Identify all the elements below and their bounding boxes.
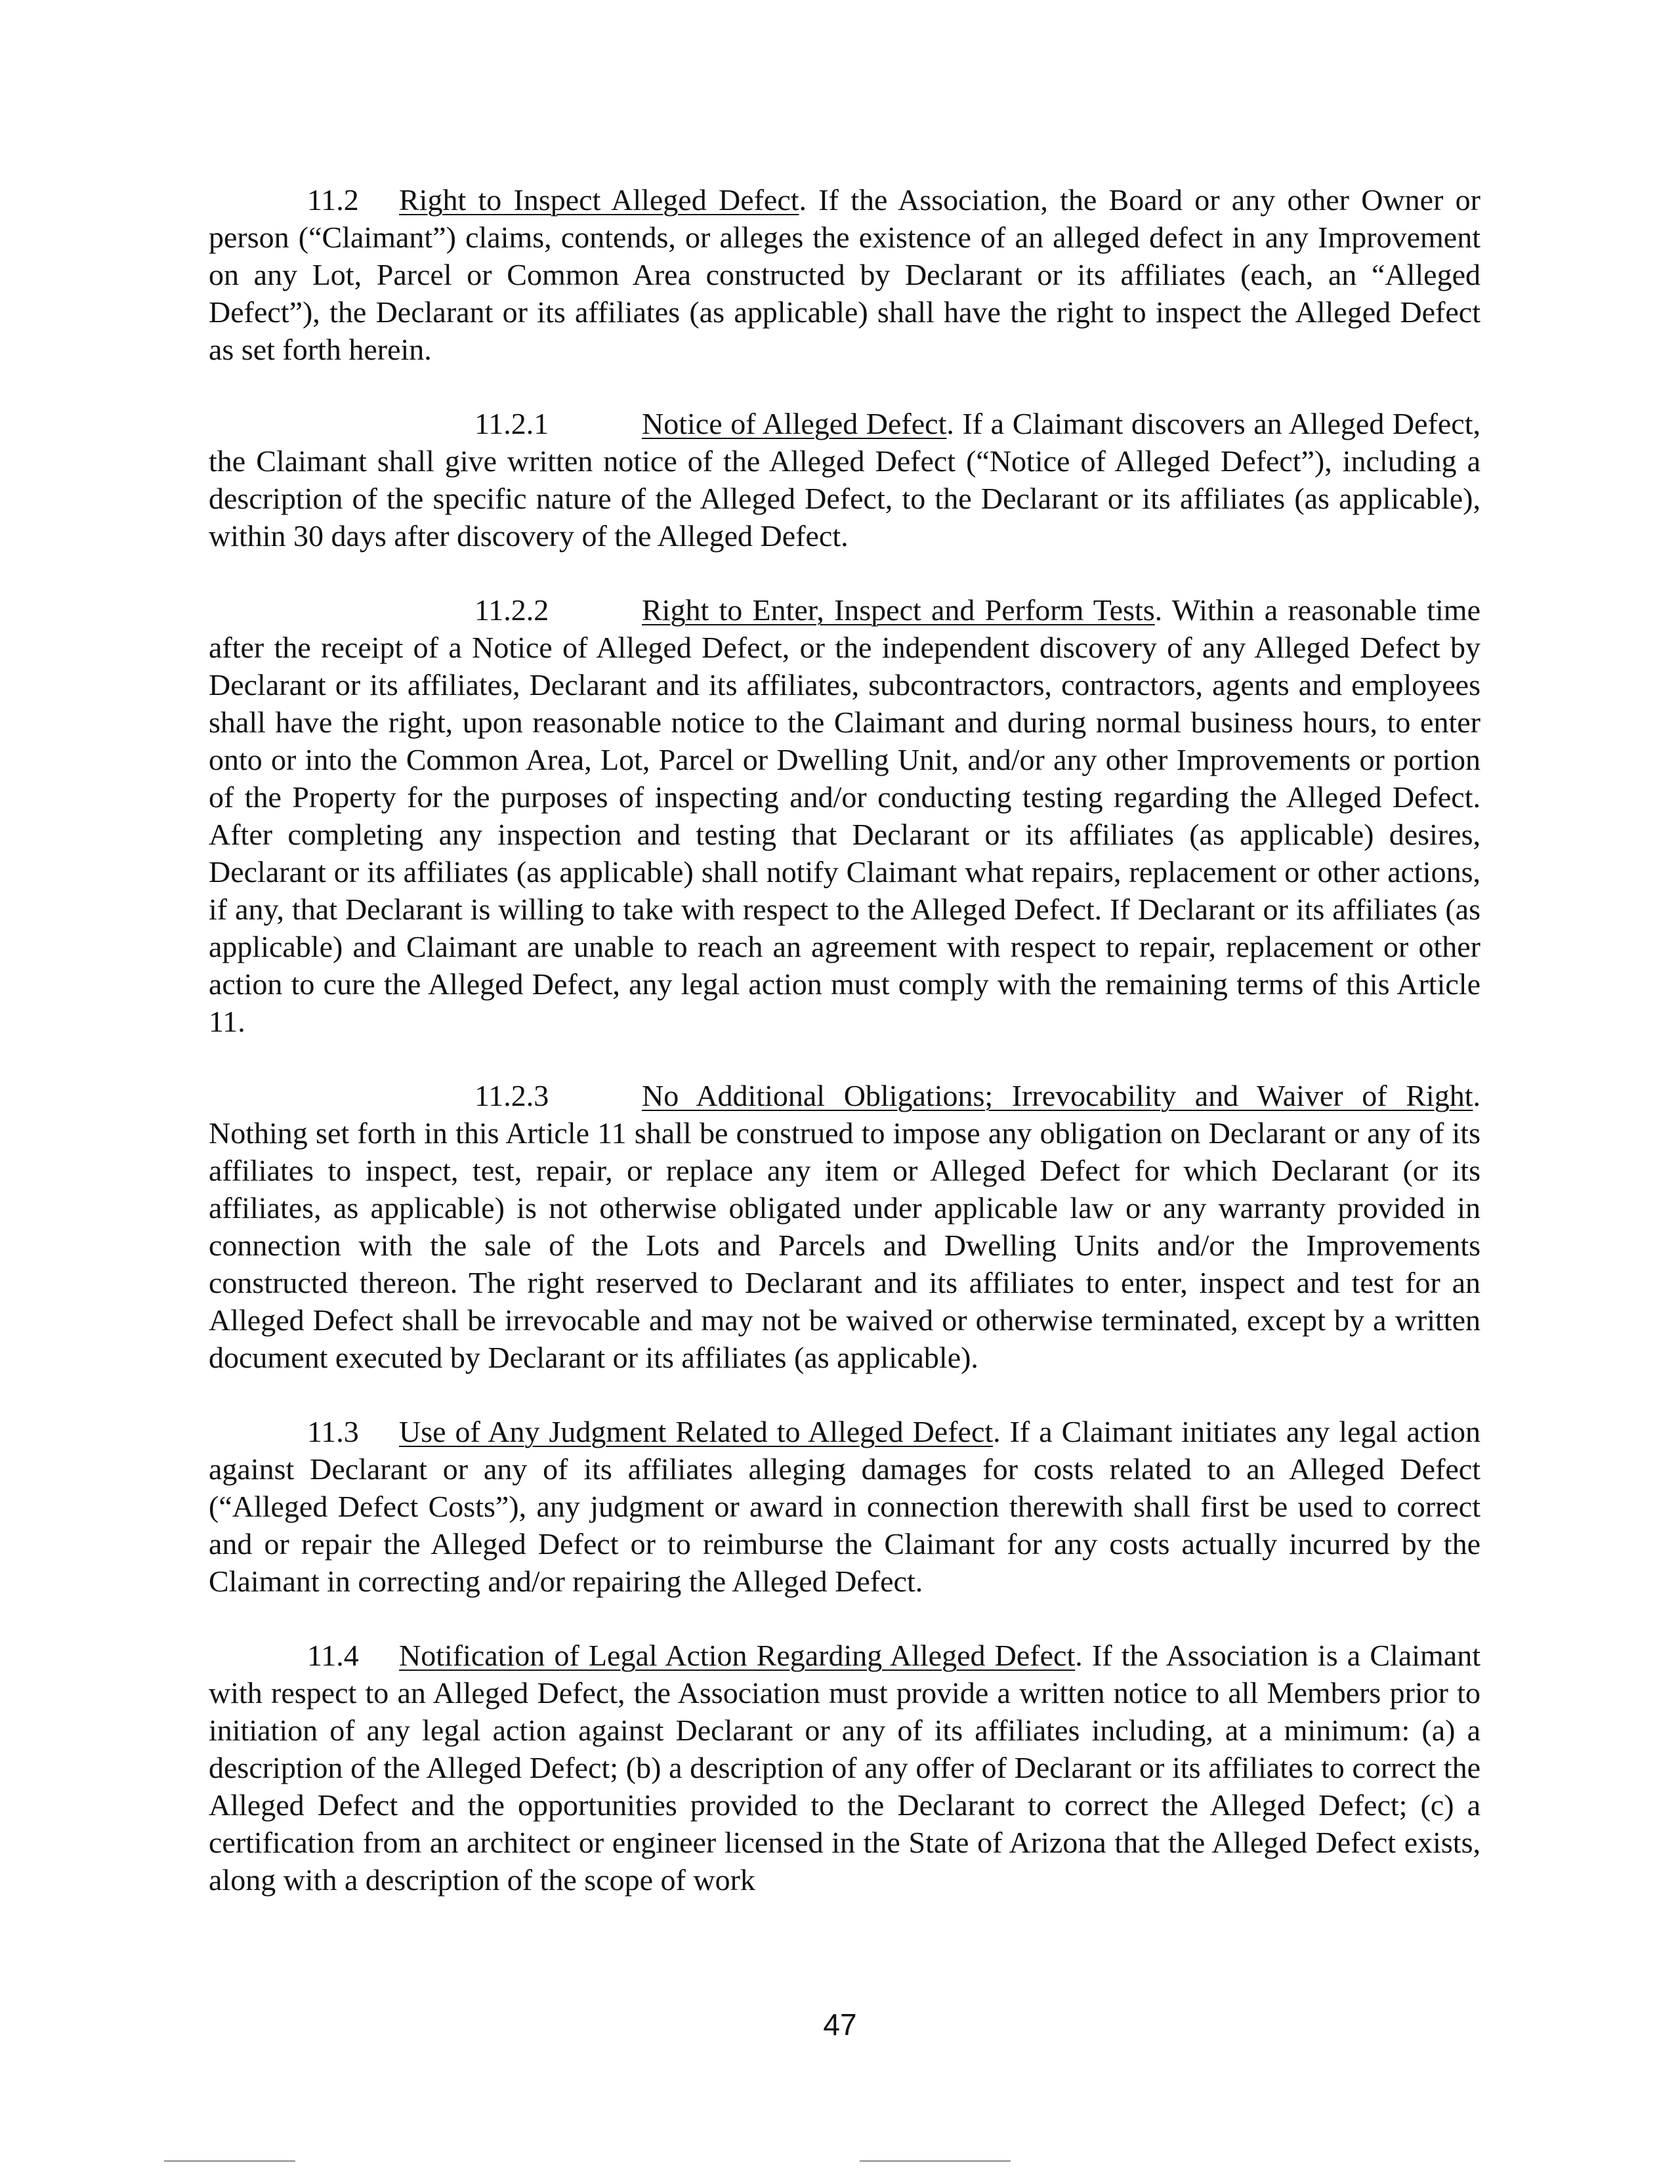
section-heading: No Additional Obligations; Irrevocability and Waiver of Right xyxy=(642,1079,1473,1112)
page-number: 47 xyxy=(823,2007,857,2042)
section-heading: Notice of Alleged Defect xyxy=(642,407,947,440)
scan-artifact xyxy=(860,2160,1011,2162)
section-number: 11.2 xyxy=(307,183,359,217)
scan-artifact xyxy=(164,2160,295,2162)
section-heading: Notification of Legal Action Regarding Alleged Defect xyxy=(399,1639,1076,1672)
section-11-2-1 xyxy=(209,405,1480,555)
section-11-2-3 xyxy=(209,1077,1480,1376)
section-11-3 xyxy=(209,1413,1480,1600)
section-number: 11.2.3 xyxy=(474,1079,549,1112)
page-body xyxy=(209,181,1480,1935)
section-body: . If a Claimant discovers an Alleged Defect, the Claimant shall give written notice of the Alleged Defect (“Notice of Alleged Defect”), including a description of the specific nature of the Alleged Defect, to the Declarant or its affiliates (as applicable), within 30 days after discovery of the Alleged Defect. xyxy=(209,407,1480,553)
section-number: 11.2.1 xyxy=(474,407,549,440)
section-body: . Within a reasonable time after the receipt of a Notice of Alleged Defect, or the independent discovery of any Alleged Defect by Declarant or its affiliates, Declarant and its affiliates, subcontractors, contractors, agents and employees shall have the right, upon reasonable notice to the Claimant and during normal business hours, to enter onto or into the Common Area, Lot, Parcel or Dwelling Unit, and/or any other Improvements or portion of the Property for the purposes of inspecting and/or conducting testing regarding the Alleged Defect. After completing any inspection and testing that Declarant or its affiliates (as applicable) desires, Declarant or its affiliates (as applicable) shall notify Claimant what repairs, replacement or other actions, if any, that Declarant is willing to take with respect to the Alleged Defect. If Declarant or its affiliates (as applicable) and Claimant are unable to reach an agreement with respect to repair, replacement or other action to cure the Alleged Defect, any legal action must comply with the remaining terms of this Article 11. xyxy=(209,593,1480,1038)
section-body: . Nothing set forth in this Article 11 shall be construed to impose any obligation on Declarant or any of its affiliates to inspect, test, repair, or replace any item or Alleged Defect for which Declarant (or its affiliates, as applicable) is not otherwise obligated under applicable law or any warranty provided in connection with the sale of the Lots and Parcels and Dwelling Units and/or the Improvements constructed thereon. The right reserved to Declarant and its affiliates to enter, inspect and test for an Alleged Defect shall be irrevocable and may not be waived or otherwise terminated, except by a written document executed by Declarant or its affiliates (as applicable). xyxy=(209,1079,1480,1374)
section-11-4 xyxy=(209,1637,1480,1899)
section-number: 11.3 xyxy=(307,1415,359,1448)
section-11-2-2 xyxy=(209,591,1480,1040)
section-heading: Use of Any Judgment Related to Alleged Defect xyxy=(399,1415,994,1448)
section-heading: Right to Enter, Inspect and Perform Tests xyxy=(642,593,1155,627)
section-11-2 xyxy=(209,181,1480,368)
section-heading: Right to Inspect Alleged Defect xyxy=(399,183,799,217)
section-body: . If the Association, the Board or any other Owner or person (“Claimant”) claims, contends, or alleges the existence of an alleged defect in any Improvement on any Lot, Parcel or Common Area constructed by Declarant or its affiliates (each, an “Alleged Defect”), the Declarant or its affiliates (as applicable) shall have the right to inspect the Alleged Defect as set forth herein. xyxy=(209,183,1480,366)
section-number: 11.4 xyxy=(307,1639,359,1672)
section-body: . If the Association is a Claimant with respect to an Alleged Defect, the Association must provide a written notice to all Members prior to initiation of any legal action against Declarant or any of its affiliates including, at a minimum: (a) a description of the Alleged Defect; (b) a description of any offer of Declarant or its affiliates to correct the Alleged Defect and the opportunities provided to the Declarant to correct the Alleged Defect; (c) a certification from an architect or engineer licensed in the State of Arizona that the Alleged Defect exists, along with a description of the scope of work xyxy=(209,1639,1480,1897)
section-body: . If a Claimant initiates any legal action against Declarant or any of its affiliates alleging damages for costs related to an Alleged Defect (“Alleged Defect Costs”), any judgment or award in connection therewith shall first be used to correct and or repair the Alleged Defect or to reimburse the Claimant for any costs actually incurred by the Claimant in correcting and/or repairing the Alleged Defect. xyxy=(209,1415,1480,1598)
section-number: 11.2.2 xyxy=(474,593,549,627)
